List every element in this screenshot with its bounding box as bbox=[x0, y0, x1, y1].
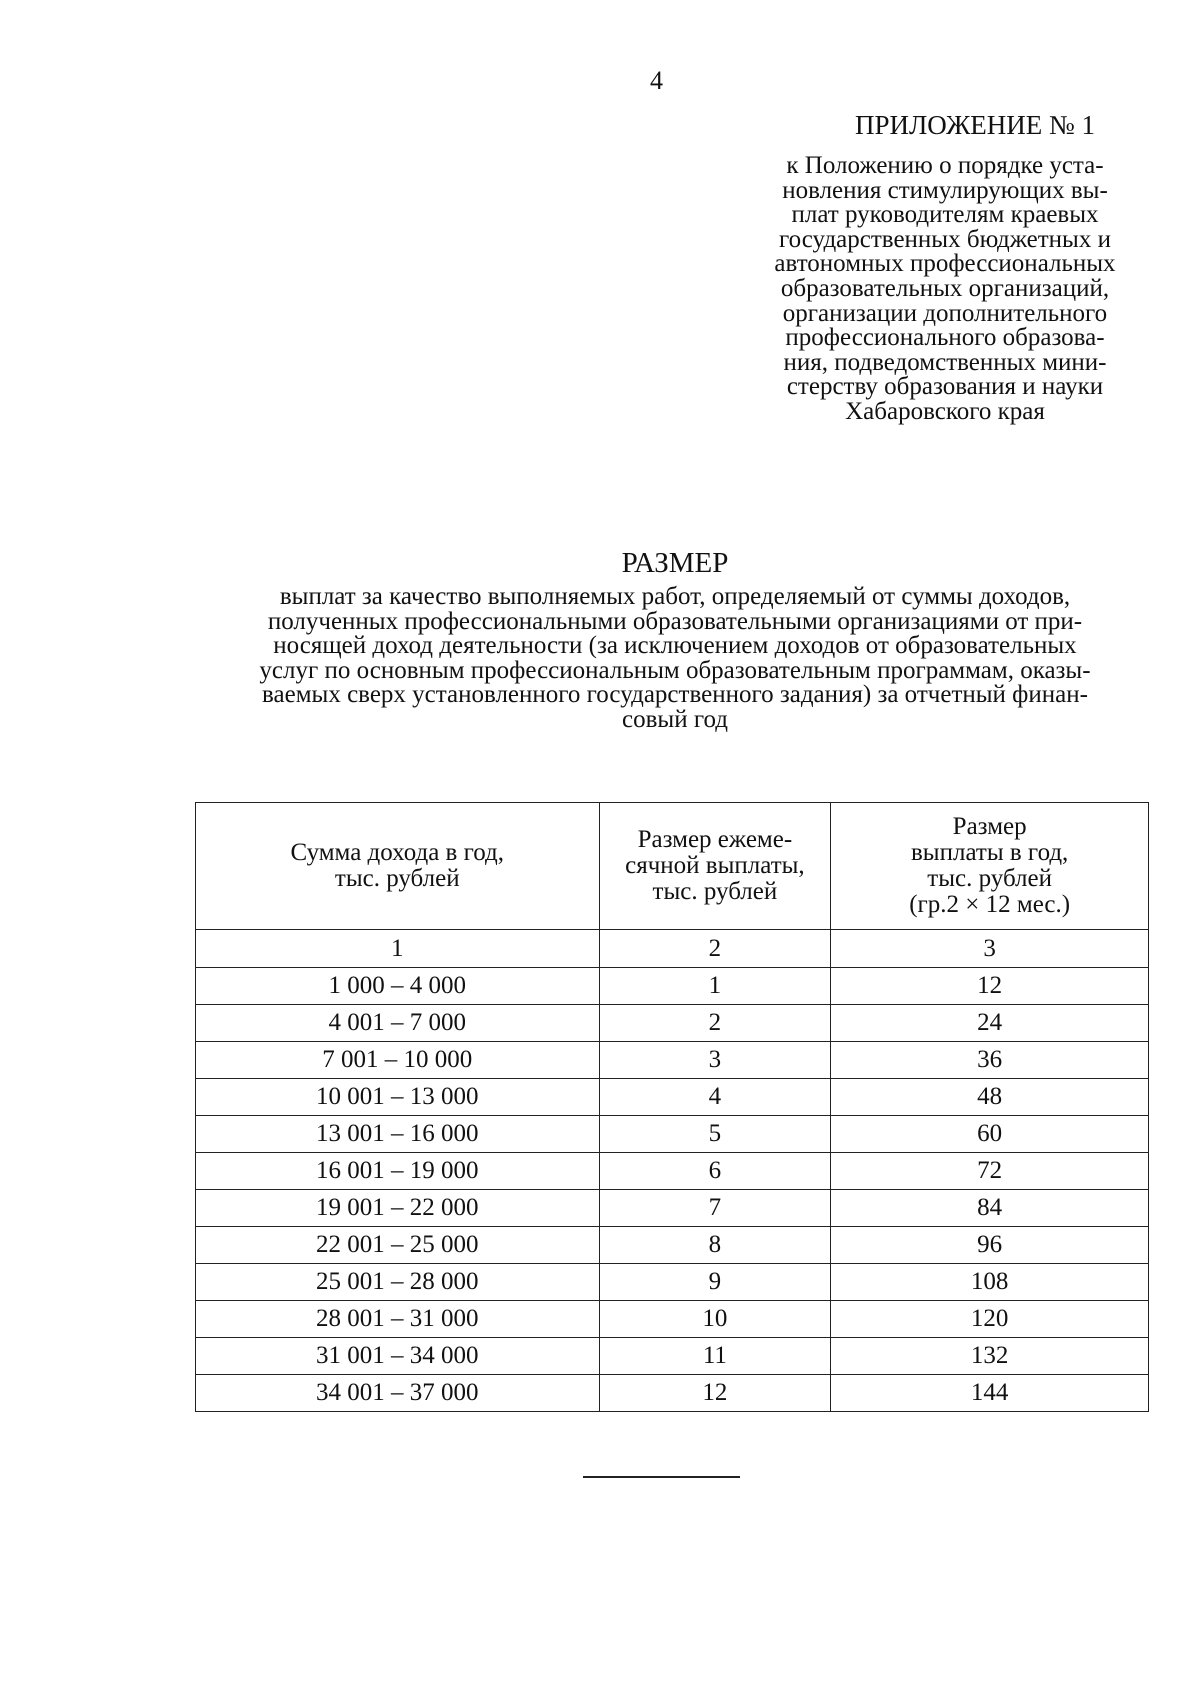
income-range-cell: 22 001 – 25 000 bbox=[196, 1227, 600, 1264]
heading-line: совый год bbox=[622, 705, 728, 733]
table-body bbox=[196, 968, 1149, 1412]
table-row bbox=[196, 1301, 1149, 1338]
column-number-row bbox=[196, 930, 1149, 968]
annual-payment-cell: 72 bbox=[831, 1153, 1149, 1190]
income-range-cell: 16 001 – 19 000 bbox=[196, 1153, 600, 1190]
monthly-payment-cell: 3 bbox=[599, 1042, 831, 1079]
appendix-line: государственных бюджетных и bbox=[779, 225, 1111, 253]
heading-line: ваемых сверх установленного государственного задания) за отчетный финан- bbox=[262, 681, 1088, 709]
monthly-payment-cell: 1 bbox=[599, 968, 831, 1005]
monthly-payment-cell: 4 bbox=[599, 1079, 831, 1116]
table-header-row bbox=[196, 803, 1149, 930]
bottom-divider bbox=[583, 1476, 740, 1478]
income-range-cell: 4 001 – 7 000 bbox=[196, 1005, 600, 1042]
income-range-cell: 19 001 – 22 000 bbox=[196, 1190, 600, 1227]
table-row bbox=[196, 1375, 1149, 1412]
monthly-payment-cell: 2 bbox=[599, 1005, 831, 1042]
table-row bbox=[196, 1227, 1149, 1264]
income-range-cell: 28 001 – 31 000 bbox=[196, 1301, 600, 1338]
column-number: 2 bbox=[599, 930, 831, 968]
table-row bbox=[196, 968, 1149, 1005]
heading-title: РАЗМЕР bbox=[621, 547, 729, 579]
heading-line: полученных профессиональными образовательными организациями от при- bbox=[267, 607, 1083, 635]
annual-payment-cell: 84 bbox=[831, 1190, 1149, 1227]
monthly-payment-cell: 7 bbox=[599, 1190, 831, 1227]
header-annual-payment: Размер выплаты в год, тыс. рублей (гр.2 × 12 мес.) bbox=[831, 803, 1149, 930]
annual-payment-cell: 96 bbox=[831, 1227, 1149, 1264]
income-range-cell: 34 001 – 37 000 bbox=[196, 1375, 600, 1412]
monthly-payment-cell: 12 bbox=[599, 1375, 831, 1412]
appendix-line: образовательных организаций, bbox=[780, 274, 1110, 302]
header-monthly-payment: Размер ежеме- сячной выплаты, тыс. рублей bbox=[599, 803, 831, 930]
monthly-payment-cell: 10 bbox=[599, 1301, 831, 1338]
appendix-line: профессионального образова- bbox=[785, 324, 1105, 352]
income-range-cell: 31 001 – 34 000 bbox=[196, 1338, 600, 1375]
page-number: 4 bbox=[650, 66, 663, 95]
income-range-cell: 1 000 – 4 000 bbox=[196, 968, 600, 1005]
annual-payment-cell: 24 bbox=[831, 1005, 1149, 1042]
table-row bbox=[196, 1264, 1149, 1301]
income-range-cell: 10 001 – 13 000 bbox=[196, 1079, 600, 1116]
appendix-block bbox=[740, 108, 1150, 425]
table-row bbox=[196, 1338, 1149, 1375]
appendix-line: Хабаровского края bbox=[845, 397, 1045, 425]
appendix-title: ПРИЛОЖЕНИЕ № 1 bbox=[854, 110, 1096, 140]
annual-payment-cell: 120 bbox=[831, 1301, 1149, 1338]
table-row bbox=[196, 1079, 1149, 1116]
heading-line: носящей доход деятельности (за исключением доходов от образовательных bbox=[273, 632, 1077, 660]
table-row bbox=[196, 1005, 1149, 1042]
document-heading bbox=[195, 545, 1155, 733]
header-income: Сумма дохода в год, тыс. рублей bbox=[196, 803, 600, 930]
table-row bbox=[196, 1153, 1149, 1190]
monthly-payment-cell: 11 bbox=[599, 1338, 831, 1375]
annual-payment-cell: 60 bbox=[831, 1116, 1149, 1153]
appendix-line: автономных профессиональных bbox=[774, 250, 1116, 278]
monthly-payment-cell: 6 bbox=[599, 1153, 831, 1190]
income-range-cell: 7 001 – 10 000 bbox=[196, 1042, 600, 1079]
heading-line: выплат за качество выполняемых работ, определяемый от суммы доходов, bbox=[279, 583, 1071, 610]
appendix-text bbox=[740, 154, 1150, 425]
table-row bbox=[196, 1190, 1149, 1227]
appendix-line: новления стимулирующих вы- bbox=[782, 176, 1108, 204]
appendix-line: организации дополнительного bbox=[782, 299, 1108, 327]
monthly-payment-cell: 5 bbox=[599, 1116, 831, 1153]
annual-payment-cell: 108 bbox=[831, 1264, 1149, 1301]
appendix-line: стерству образования и науки bbox=[786, 373, 1104, 401]
annual-payment-cell: 48 bbox=[831, 1079, 1149, 1116]
appendix-line: к Положению о порядке уста- bbox=[786, 152, 1104, 179]
monthly-payment-cell: 8 bbox=[599, 1227, 831, 1264]
income-range-cell: 13 001 – 16 000 bbox=[196, 1116, 600, 1153]
heading-line: услуг по основным профессиональным образовательным программам, оказы- bbox=[259, 656, 1091, 684]
column-number: 1 bbox=[196, 930, 600, 968]
column-number: 3 bbox=[831, 930, 1149, 968]
monthly-payment-cell: 9 bbox=[599, 1264, 831, 1301]
appendix-line: ния, подведомственных мини- bbox=[783, 348, 1107, 376]
annual-payment-cell: 36 bbox=[831, 1042, 1149, 1079]
table-row bbox=[196, 1042, 1149, 1079]
annual-payment-cell: 12 bbox=[831, 968, 1149, 1005]
table-row bbox=[196, 1116, 1149, 1153]
heading-text bbox=[195, 585, 1155, 733]
appendix-line: плат руководителям краевых bbox=[791, 201, 1099, 229]
annual-payment-cell: 144 bbox=[831, 1375, 1149, 1412]
annual-payment-cell: 132 bbox=[831, 1338, 1149, 1375]
payments-table bbox=[195, 802, 1149, 1412]
income-range-cell: 25 001 – 28 000 bbox=[196, 1264, 600, 1301]
